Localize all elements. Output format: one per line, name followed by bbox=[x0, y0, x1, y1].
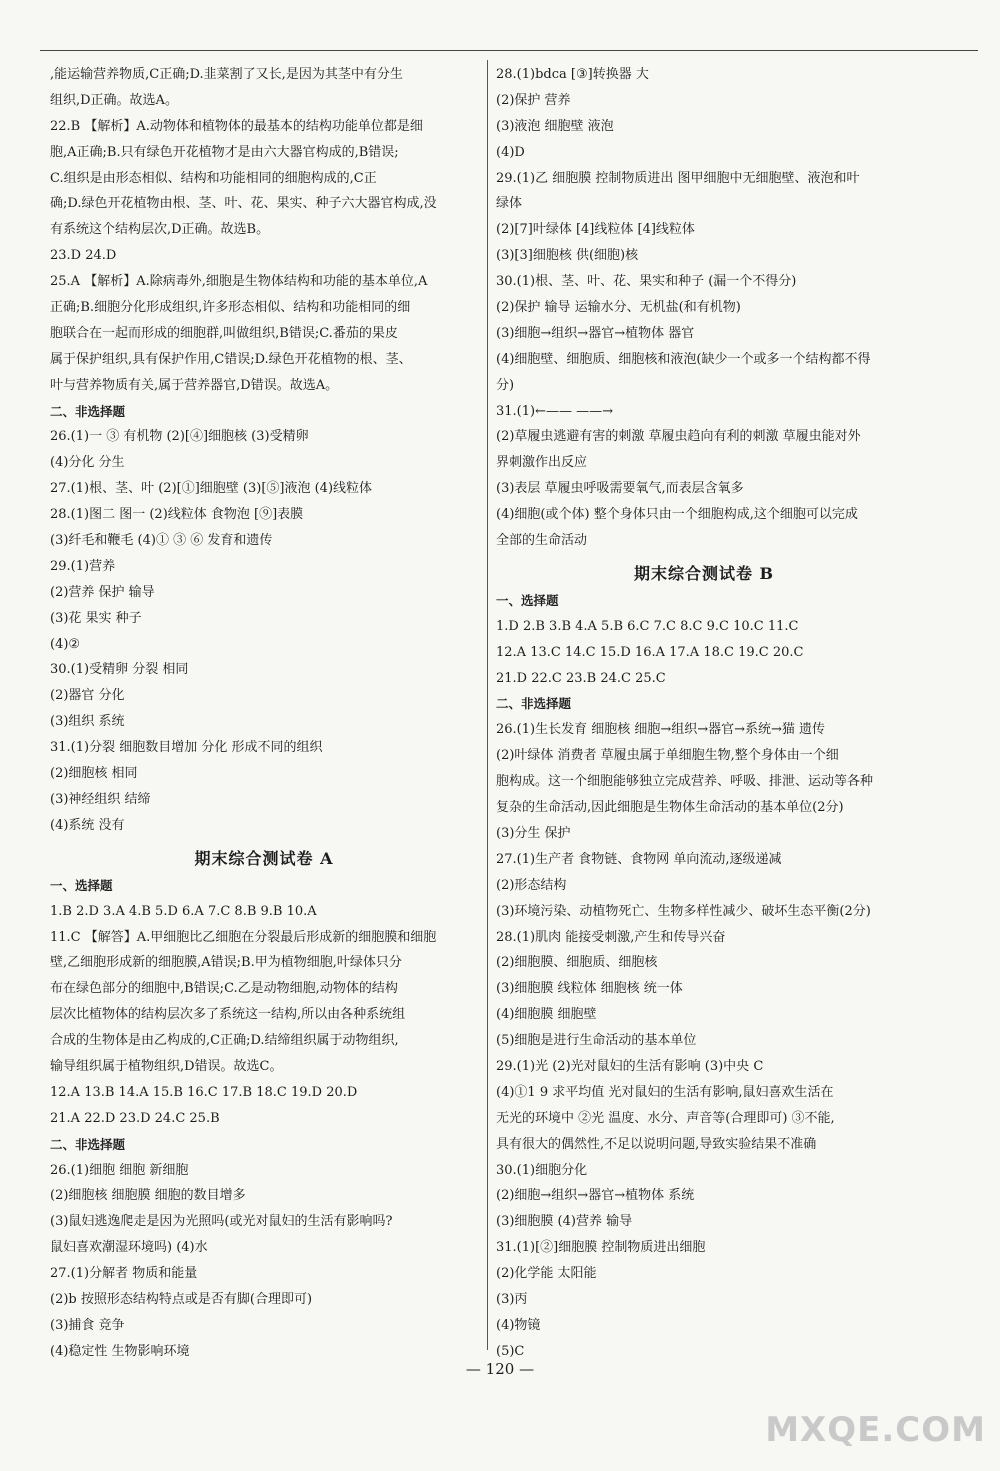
column-divider bbox=[487, 60, 488, 1350]
answer-line: 胞联合在一起而形成的细胞群,叫做组织,B错误;C.番茄的果皮 bbox=[50, 325, 398, 341]
answer-line: 28.(1)图二 图一 (2)线粒体 食物泡 [⑨]表膜 bbox=[50, 507, 304, 523]
answer-line: 输导组织属于植物组织,D错误。故选C。 bbox=[50, 1058, 283, 1074]
answer-line: (3)神经组织 结缔 bbox=[50, 791, 151, 807]
answer-line: (2)细胞膜、细胞质、细胞核 bbox=[496, 955, 658, 971]
answer-line: 28.(1)bdca [③]转换器 大 bbox=[496, 67, 649, 82]
answer-line: 组织,D正确。故选A。 bbox=[50, 92, 178, 108]
answer-line: (2)形态结构 bbox=[496, 877, 567, 893]
answer-line: (2)细胞→组织→器官→植物体 系统 bbox=[496, 1188, 695, 1204]
answer-line: (3)细胞膜 (4)营养 输导 bbox=[496, 1214, 633, 1230]
section-title: 期末综合测试卷 A bbox=[194, 848, 334, 868]
answer-line: (3)鼠妇逃逸爬走是因为光照吗(或光对鼠妇的生活有影响吗? bbox=[50, 1214, 393, 1230]
answer-line: (3)[3]细胞核 供(细胞)核 bbox=[496, 248, 639, 264]
answer-line: 复杂的生命活动,因此细胞是生物体生命活动的基本单位(2分) bbox=[496, 800, 844, 816]
answer-line: C.组织是由形态相似、结构和功能相同的细胞构成的,C正 bbox=[50, 170, 377, 186]
answer-line: (4)细胞壁、细胞质、细胞核和液泡(缺少一个或多一个结构都不得 bbox=[496, 351, 871, 367]
right-column bbox=[496, 62, 912, 1365]
answer-line: (5)细胞是进行生命活动的基本单位 bbox=[496, 1033, 697, 1049]
answer-line: 21.A 22.D 23.D 24.C 25.B bbox=[50, 1110, 220, 1126]
section-title: 期末综合测试卷 B bbox=[633, 563, 775, 583]
section-heading: 一、选择题 bbox=[496, 592, 559, 608]
watermark: MXQE.COM bbox=[765, 1410, 986, 1450]
answer-line: 无光的环境中 ②光 温度、水分、声音等(合理即可) ③不能, bbox=[496, 1110, 835, 1126]
answer-line: (3)捕食 竞争 bbox=[50, 1317, 125, 1333]
section-heading: 二、非选择题 bbox=[50, 403, 126, 419]
answer-line: ,能运输营养物质,C正确;D.韭菜割了又长,是因为其茎中有分生 bbox=[50, 67, 403, 82]
answer-line: 1.B 2.D 3.A 4.B 5.D 6.A 7.C 8.B 9.B 10.A bbox=[50, 903, 317, 919]
answer-line: 属于保护组织,具有保护作用,C错误;D.绿色开花植物的根、茎、 bbox=[50, 351, 412, 367]
top-rule bbox=[40, 50, 978, 51]
answer-line: (4)物镜 bbox=[496, 1317, 541, 1333]
answer-line: 布在绿色部分的细胞中,B错误;C.乙是动物细胞,动物体的结构 bbox=[50, 981, 398, 997]
answer-line: 21.D 22.C 23.B 24.C 25.C bbox=[496, 670, 666, 686]
answer-line: (4)D bbox=[496, 144, 525, 160]
answer-line: 12.A 13.B 14.A 15.B 16.C 17.B 18.C 19.D 20.D bbox=[50, 1084, 358, 1100]
answer-line: 层次比植物体的结构层次多了系统这一结构,所以由各种系统组 bbox=[50, 1007, 406, 1023]
answer-line: 合成的生物体是由乙构成的,C正确;D.结缔组织属于动物组织, bbox=[50, 1033, 399, 1049]
section-heading: 二、非选择题 bbox=[496, 696, 572, 712]
answer-line: (3)丙 bbox=[496, 1291, 528, 1307]
answer-line: (4)细胞(或个体) 整个身体只由一个细胞构成,这个细胞可以完成 bbox=[496, 507, 858, 523]
answer-line: 胞构成。这一个细胞能够独立完成营养、呼吸、排泄、运动等各种 bbox=[496, 774, 874, 790]
answer-line: 鼠妇喜欢潮湿环境吗) (4)水 bbox=[50, 1240, 208, 1256]
answer-line: (3)细胞→组织→器官→植物体 器官 bbox=[496, 325, 695, 341]
answer-line: (3)花 果实 种子 bbox=[50, 610, 142, 626]
answer-line: (2)营养 保护 输导 bbox=[50, 584, 155, 600]
answer-line: 30.(1)根、茎、叶、花、果实和种子 (漏一个不得分) bbox=[496, 274, 797, 290]
answer-line: (4)② bbox=[50, 636, 81, 652]
answer-line: (2)化学能 太阳能 bbox=[496, 1266, 597, 1282]
answer-line: (3)分生 保护 bbox=[496, 825, 571, 841]
section-heading: 一、选择题 bbox=[50, 877, 113, 893]
answer-line: 分) bbox=[496, 377, 515, 393]
answer-line: 30.(1)受精卵 分裂 相同 bbox=[50, 662, 189, 678]
answer-line: 26.(1)细胞 细胞 新细胞 bbox=[50, 1162, 189, 1178]
answer-line: 31.(1)分裂 细胞数目增加 分化 形成不同的组织 bbox=[50, 740, 323, 756]
answer-line: 22.B 【解析】A.动物体和植物体的最基本的结构功能单位都是细 bbox=[50, 118, 423, 134]
answer-line: (2)细胞核 细胞膜 细胞的数目增多 bbox=[50, 1188, 246, 1204]
answer-line: 23.D 24.D bbox=[50, 248, 117, 264]
answer-line: (4)分化 分生 bbox=[50, 455, 125, 471]
answer-line: 正确;B.细胞分化形成组织,许多形态相似、结构和功能相同的细 bbox=[50, 300, 411, 316]
answer-line: (4)稳定性 生物影响环境 bbox=[50, 1343, 190, 1359]
answer-line: (2)器官 分化 bbox=[50, 688, 125, 704]
answer-line: 壁,乙细胞形成新的细胞膜,A错误;B.甲为植物细胞,叶绿体只分 bbox=[50, 955, 402, 971]
answer-line: (3)环境污染、动植物死亡、生物多样性减少、破坏生态平衡(2分) bbox=[496, 903, 871, 919]
answer-line: 全部的生命活动 bbox=[496, 533, 588, 549]
answer-line: 叶与营养物质有关,属于营养器官,D错误。故选A。 bbox=[50, 377, 339, 393]
answer-line: (2)b 按照形态结构特点或是否有脚(合理即可) bbox=[50, 1291, 313, 1307]
answer-line: 1.D 2.B 3.B 4.A 5.B 6.C 7.C 8.C 9.C 10.C 11.C bbox=[496, 618, 799, 634]
answer-line: 28.(1)肌肉 能接受刺激,产生和传导兴奋 bbox=[496, 929, 726, 945]
section-heading: 二、非选择题 bbox=[50, 1136, 126, 1152]
answer-line: (2)[7]叶绿体 [4]线粒体 [4]线粒体 bbox=[496, 222, 695, 238]
page-number: — 120 — bbox=[465, 1360, 535, 1378]
answer-line: 27.(1)根、茎、叶 (2)[①]细胞壁 (3)[⑤]液泡 (4)线粒体 bbox=[50, 481, 373, 497]
left-column bbox=[50, 62, 478, 1365]
answer-line: 界刺激作出反应 bbox=[496, 455, 588, 471]
answer-line: 26.(1)生长发育 细胞核 细胞→组织→器官→系统→猫 遗传 bbox=[496, 722, 826, 738]
answer-line: (4)①1 9 求平均值 光对鼠妇的生活有影响,鼠妇喜欢生活在 bbox=[496, 1084, 834, 1100]
answer-line: 29.(1)营养 bbox=[50, 558, 116, 574]
answer-line: (2)草履虫逃避有害的刺激 草履虫趋向有利的刺激 草履虫能对外 bbox=[496, 429, 861, 445]
answer-line: (2)保护 营养 bbox=[496, 92, 571, 108]
answer-line: 胞,A正确;B.只有绿色开花植物才是由六大器官构成的,B错误; bbox=[50, 144, 399, 160]
answer-line: 11.C 【解答】A.甲细胞比乙细胞在分裂最后形成新的细胞膜和细胞 bbox=[50, 929, 437, 945]
answer-line: (4)系统 没有 bbox=[50, 817, 125, 833]
answer-line: 26.(1)一 ③ 有机物 (2)[④]细胞核 (3)受精卵 bbox=[50, 429, 309, 445]
answer-line: 30.(1)细胞分化 bbox=[496, 1162, 588, 1178]
answer-line: 29.(1)光 (2)光对鼠妇的生活有影响 (3)中央 C bbox=[496, 1058, 764, 1074]
answer-line: 具有很大的偶然性,不足以说明问题,导致实验结果不准确 bbox=[496, 1136, 817, 1152]
answer-line: 31.(1)[②]细胞膜 控制物质进出细胞 bbox=[496, 1240, 706, 1256]
answer-line: 25.A 【解析】A.除病毒外,细胞是生物体结构和功能的基本单位,A bbox=[50, 274, 428, 290]
answer-line: 29.(1)乙 细胞膜 控制物质进出 图甲细胞中无细胞壁、液泡和叶 bbox=[496, 170, 860, 186]
answer-line: (4)细胞膜 细胞壁 bbox=[496, 1007, 597, 1023]
answer-line: (3)表层 草履虫呼吸需要氧气,而表层含氧多 bbox=[496, 481, 744, 497]
answer-line: 27.(1)分解者 物质和能量 bbox=[50, 1266, 198, 1282]
answer-line: (2)叶绿体 消费者 草履虫属于单细胞生物,整个身体由一个细 bbox=[496, 748, 839, 764]
answer-line: 27.(1)生产者 食物链、食物网 单向流动,逐级递减 bbox=[496, 851, 782, 867]
answer-line: (3)细胞膜 线粒体 细胞核 统一体 bbox=[496, 981, 683, 997]
answer-line: 12.A 13.C 14.C 15.D 16.A 17.A 18.C 19.C 20.C bbox=[496, 644, 804, 660]
answer-line: 确;D.绿色开花植物由根、茎、叶、花、果实、种子六大器官构成,没 bbox=[50, 196, 437, 212]
answer-line: (5)C bbox=[496, 1343, 525, 1359]
answer-line: 绿体 bbox=[496, 196, 523, 212]
answer-line: (3)组织 系统 bbox=[50, 714, 125, 730]
answer-line: 有系统这个结构层次,D正确。故选B。 bbox=[50, 222, 270, 238]
answer-line: (2)保护 输导 运输水分、无机盐(和有机物) bbox=[496, 300, 741, 316]
answer-line: (2)细胞核 相同 bbox=[50, 766, 138, 782]
answer-line: (3)纤毛和鞭毛 (4)① ③ ⑥ 发育和遗传 bbox=[50, 533, 273, 549]
answer-line: 31.(1)←—— ——→ bbox=[496, 403, 614, 419]
answer-line: (3)液泡 细胞壁 液泡 bbox=[496, 118, 614, 134]
